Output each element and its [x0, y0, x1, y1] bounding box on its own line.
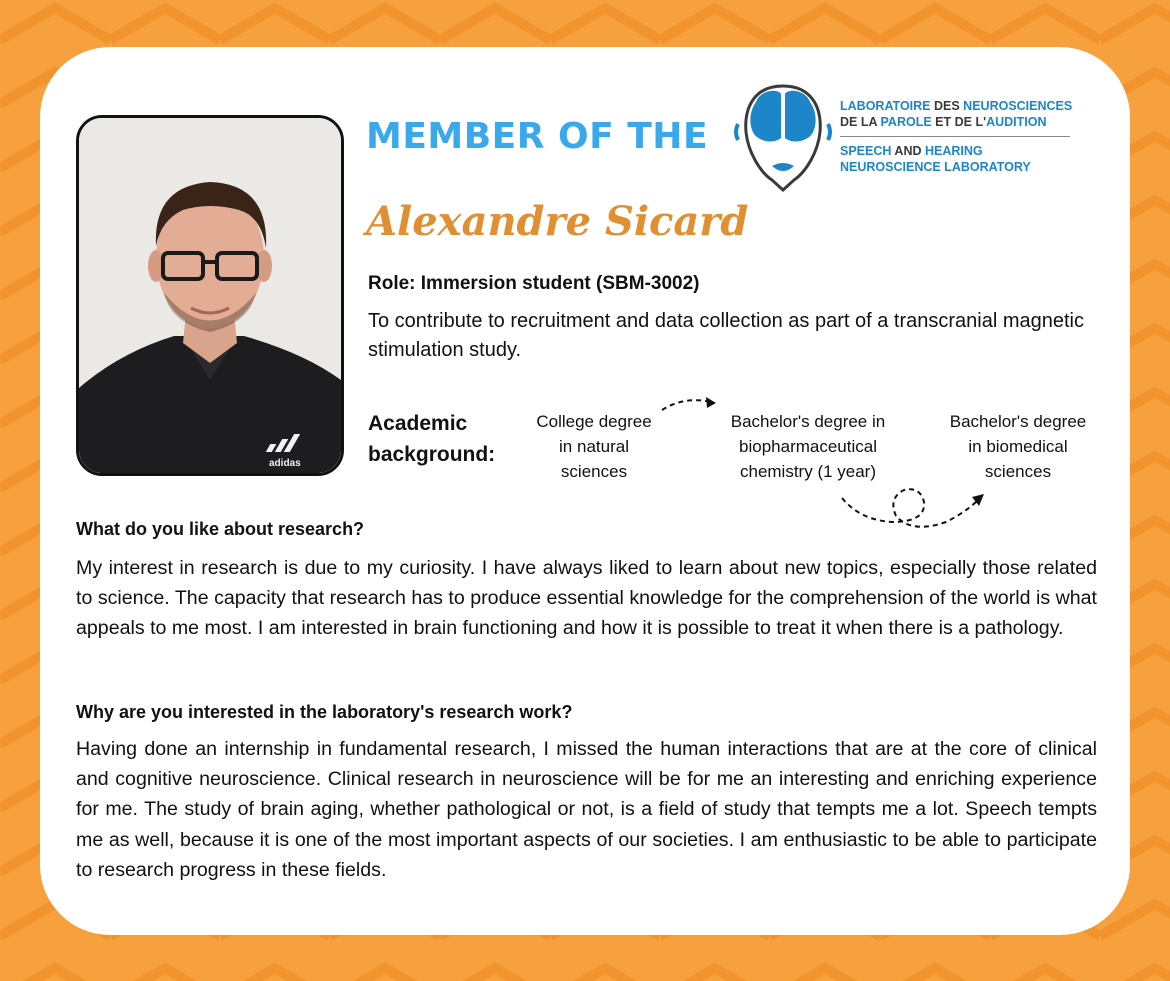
brain-head-icon	[734, 80, 832, 195]
answer-1: My interest in research is due to my curiosity. I have always liked to learn about new topics, especially those related to science. The capacity that research has to produce essential knowledge for the comprehension of the world is what appeals to me most. I am interested in brain functioning and how it is possible to treat it when there is a pathology.	[76, 557, 1097, 640]
answer-2: Having done an internship in fundamental research, I missed the human interactions that are at the core of clinical and cognitive neuroscience. Clinical research in neuroscience will be for me an interesting and enriching experience for me. The study of brain aging, whether pathological or not, is a field of study that tempts me a lot. Speech tempts me as well, because it is one of the most important aspects of our societies. I am enthusiastic to be able to participate to research progress in these fields.	[76, 738, 1097, 881]
lab-name: LABORATOIRE DES NEUROSCIENCES DE LA PAROLE ET DE L'AUDITION SPEECH AND HEARING NEUROSCIENCE LABORATORY	[840, 99, 1073, 174]
question-1: What do you like about research?	[76, 519, 365, 539]
lab-divider	[840, 136, 1070, 137]
academic-step-bachelor-biomedical: Bachelor's degree in biomedical sciences	[949, 412, 1087, 481]
member-role: Role: Immersion student (SBM-3002)	[368, 273, 700, 294]
member-name: Alexandre Sicard	[366, 198, 749, 245]
academic-background-label: Academic background:	[368, 412, 496, 466]
question-2: Why are you interested in the laboratory's research work?	[76, 702, 573, 722]
svg-text:adidas: adidas	[269, 458, 301, 469]
academic-step-bachelor-chemistry: Bachelor's degree in biopharmaceutical chemistry (1 year)	[730, 412, 886, 481]
profile-photo	[76, 115, 344, 476]
role-description: To contribute to recruitment and data collection as part of a transcranial magnetic stimulation study.	[368, 310, 1084, 361]
academic-step-college: College degree in natural sciences	[536, 412, 652, 481]
member-of-heading: MEMBER OF THE	[366, 116, 709, 157]
